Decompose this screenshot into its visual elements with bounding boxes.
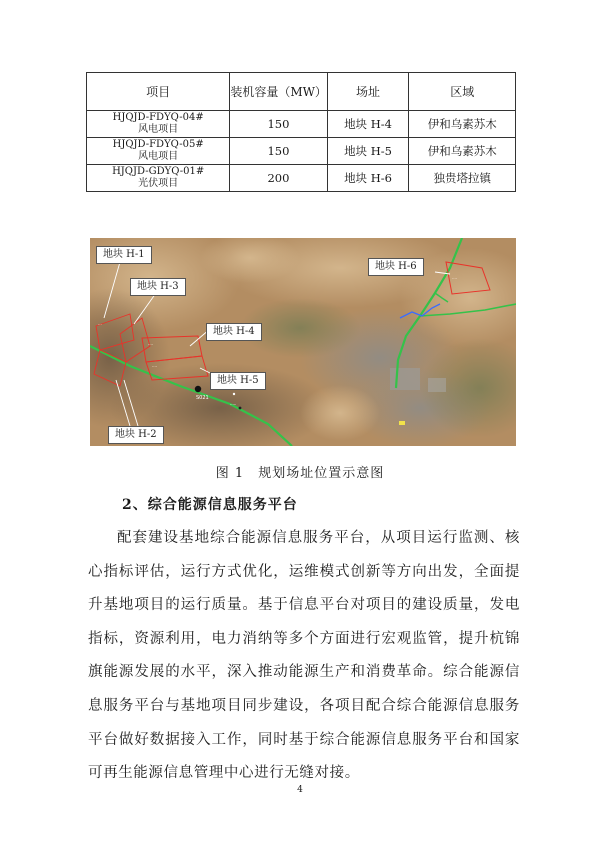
project-type: 光伏项目 bbox=[138, 178, 179, 189]
figure-caption-text: 规划场址位置示意图 bbox=[258, 466, 385, 481]
cell-capacity: 150 bbox=[230, 111, 327, 138]
header-project: 项目 bbox=[87, 73, 230, 111]
road-label: S021 bbox=[196, 395, 209, 401]
label-h4: 地块 H-4 bbox=[206, 323, 262, 341]
map-annotation: ··· bbox=[98, 322, 102, 327]
location-marker bbox=[195, 386, 201, 392]
map-annotation: ····· bbox=[230, 402, 237, 407]
cell-region: 伊和乌素苏木 bbox=[409, 111, 516, 138]
page-number: 4 bbox=[297, 785, 303, 795]
project-type: 风电项目 bbox=[138, 151, 179, 162]
cell-capacity: 150 bbox=[230, 138, 327, 165]
header-capacity: 装机容量（MW） bbox=[230, 73, 327, 111]
label-h6: 地块 H-6 bbox=[368, 258, 424, 276]
label-h2: 地块 H-2 bbox=[108, 426, 164, 444]
label-h1: 地块 H-1 bbox=[96, 246, 152, 264]
map-annotation: ···· bbox=[148, 342, 154, 347]
location-marker-small bbox=[233, 393, 235, 395]
table-row bbox=[87, 165, 516, 192]
cell-site: 地块 H-4 bbox=[327, 111, 409, 138]
section-heading: 2、综合能源信息服务平台 bbox=[122, 497, 298, 513]
cell-capacity: 200 bbox=[230, 165, 327, 192]
table-row bbox=[87, 111, 516, 138]
figure-number: 图 1 bbox=[215, 466, 245, 481]
table-header-row bbox=[87, 73, 516, 111]
map-annotation: ···· bbox=[152, 364, 158, 369]
yellow-marker bbox=[399, 421, 405, 425]
label-h5: 地块 H-5 bbox=[210, 372, 266, 390]
location-marker-small bbox=[239, 407, 242, 410]
table-row bbox=[87, 138, 516, 165]
project-code: HJQJD-FDYQ-05# bbox=[112, 139, 204, 150]
cell-project bbox=[87, 165, 230, 192]
site-location-map bbox=[90, 238, 516, 446]
project-code: HJQJD-FDYQ-04# bbox=[112, 112, 204, 123]
body-paragraph: 配套建设基地综合能源信息服务平台，从项目运行监测、核心指标评估，运行方式优化，运维模式创新等方向出发，全面提升基地项目的运行质量。基于信息平台对项目的建设质量，发电指标，资源利用，电力消纳等多个方面进行宏观监管，提升杭锦旗能源发展的水平，深入推动能源生产和消费革命。综合能源信息服务平台与基地项目同步建设，各项目配合综合能源信息服务平台做好数据接入工作，同时基于综合能源信息服务平台和国家可再生能源信息管理中心进行无缝对接。 bbox=[88, 530, 520, 782]
project-table bbox=[86, 72, 516, 192]
cell-region: 独贵塔拉镇 bbox=[409, 165, 516, 192]
map-annotation: ···· bbox=[452, 276, 458, 281]
header-region: 区域 bbox=[409, 73, 516, 111]
label-h3: 地块 H-3 bbox=[130, 278, 186, 296]
project-code: HJQJD-GDYQ-01# bbox=[112, 166, 205, 177]
satellite-terrain bbox=[90, 238, 516, 446]
cell-region: 伊和乌素苏木 bbox=[409, 138, 516, 165]
figure-caption bbox=[0, 462, 600, 481]
cell-site: 地块 H-6 bbox=[327, 165, 409, 192]
cell-project bbox=[87, 138, 230, 165]
cell-project bbox=[87, 111, 230, 138]
header-site: 场址 bbox=[327, 73, 409, 111]
cell-site: 地块 H-5 bbox=[327, 138, 409, 165]
project-type: 风电项目 bbox=[138, 124, 179, 135]
